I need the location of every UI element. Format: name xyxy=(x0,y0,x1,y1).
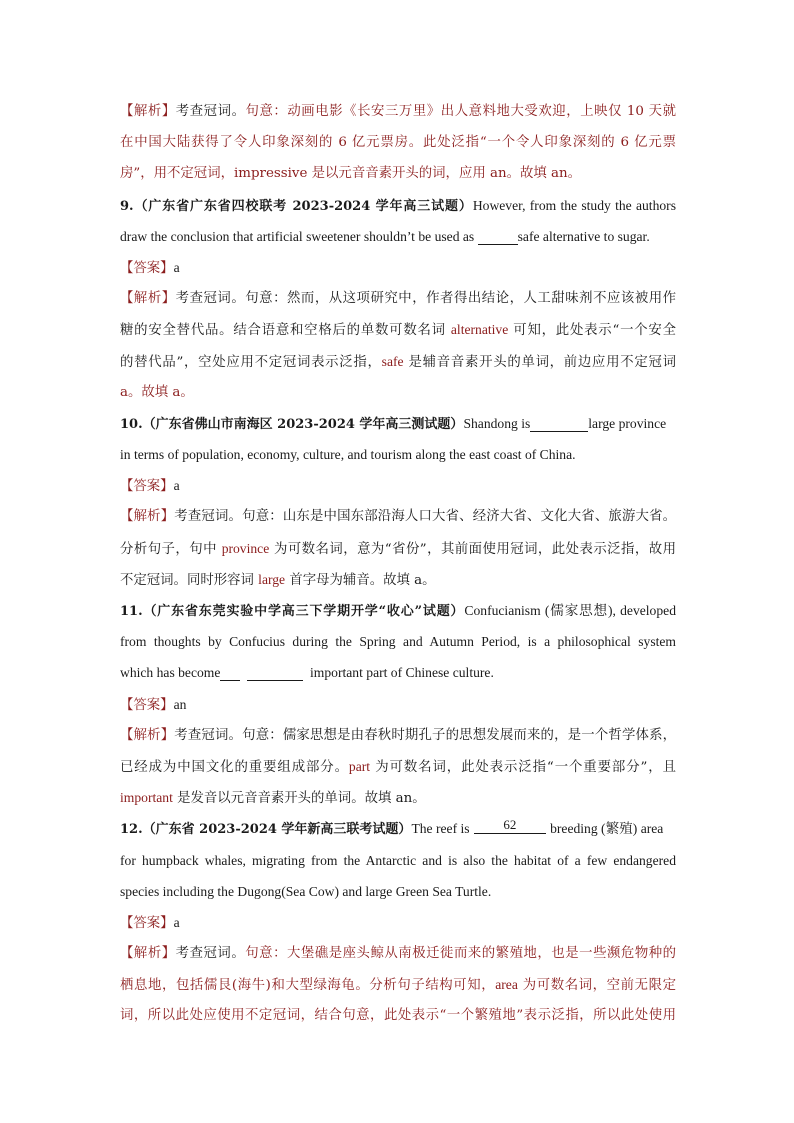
answer-line: 【答案】a xyxy=(120,478,180,495)
analysis-line: 【解析】考查冠词。句意：儒家思想是由春秋时期孔子的思想发展而来的，是一个哲学体系， xyxy=(120,727,676,743)
question-text: in terms of population, economy, culture, and tourism along the east coast of China. xyxy=(120,447,576,463)
analysis-line: 已经成为中国文化的重要组成部分。part 为可数名词，此处表示泛指“一个重要部分”，且 xyxy=(120,758,676,775)
analysis-line: 不定冠词。同时形容词 large 首字母为辅音。故填 a。 xyxy=(120,571,436,588)
answer-line: 【答案】a xyxy=(120,914,180,931)
answer-blank xyxy=(530,415,588,432)
answer-blank: 62 xyxy=(474,817,546,834)
analysis-line: 的替代品”，空处应用不定冠词表示泛指，safe 是辅音音素开头的单词，前边应用不定冠词 xyxy=(120,353,676,370)
answer-line: 【答案】an xyxy=(120,696,187,713)
question-text: species including the Dugong(Sea Cow) and large Green Sea Turtle. xyxy=(120,883,492,899)
analysis-line: 【解析】考查冠词。句意：大堡礁是座头鲸从南极迁徙而来的繁殖地，也是一些濒危物种的 xyxy=(120,946,676,962)
analysis-line: 栖息地，包括儒艮(海牛)和大型绿海龟。分析句子结构可知，area 为可数名词，空前无限定 xyxy=(120,977,676,994)
question-text: from thoughts by Confucius during the Spring and Autumn Period, is a philosophical system xyxy=(120,634,676,650)
analysis-line: 房”，用不定冠词，impressive 是以元音音素开头的词，应用 an。故填 an。 xyxy=(120,166,582,182)
analysis-line: a。故填 a。 xyxy=(120,384,194,400)
answer-blank xyxy=(247,664,303,681)
analysis-line: 【解析】考查冠词。句意：山东是中国东部沿海人口大省、经济大省、文化大省、旅游大省。 xyxy=(120,509,676,525)
analysis-line: 在中国大陆获得了令人印象深刻的 6 亿元票房。此处泛指“一个令人印象深刻的 6 亿元票 xyxy=(120,135,676,151)
answer-blank xyxy=(478,228,518,245)
question-10: 10.（广东省佛山市南海区 2023-2024 学年高三测试题）Shandong is large province xyxy=(120,415,667,432)
question-9: 9.（广东省广东省四校联考 2023-2024 学年高三试题）However, from the study the authors xyxy=(120,197,676,214)
question-text: draw the conclusion that artificial sweetener shouldn’t be used as safe alternative to sugar. xyxy=(120,228,650,244)
analysis-line: 分析句子，句中 province 为可数名词，意为“省份”，其前面使用冠词，此处表示泛指，故用 xyxy=(120,540,676,557)
document-page xyxy=(120,96,676,1032)
question-11: 11.（广东省东莞实验中学高三下学期开学“收心”试题）Confucianism (儒家思想), developed xyxy=(120,603,676,619)
analysis-line: 糖的安全替代品。结合语意和空格后的单数可数名词 alternative 可知，此处表示“一个安全 xyxy=(120,322,676,339)
answer-line: 【答案】a xyxy=(120,259,180,276)
analysis-line: 【解析】考查冠词。句意：然而，从这项研究中，作者得出结论，人工甜味剂不应该被用作 xyxy=(120,291,676,307)
question-text: which has become important part of Chinese culture. xyxy=(120,665,494,681)
analysis-line: important 是发音以元音音素开头的单词。故填 an。 xyxy=(120,790,426,807)
answer-blank xyxy=(220,664,240,681)
question-12: 12.（广东省 2023-2024 学年新高三联考试题）The reef is 62 breeding (繁殖) area xyxy=(120,817,664,838)
analysis-line: 词，所以此处应使用不定冠词，结合句意，此处表示“一个繁殖地”表示泛指，所以此处使用 xyxy=(120,1008,676,1024)
question-text: for humpback whales, migrating from the Antarctic and is also the habitat of a few endangered xyxy=(120,852,676,868)
analysis-line: 【解析】考查冠词。句意：动画电影《长安三万里》出人意料地大受欢迎，上映仅 10 天就 xyxy=(120,104,676,119)
